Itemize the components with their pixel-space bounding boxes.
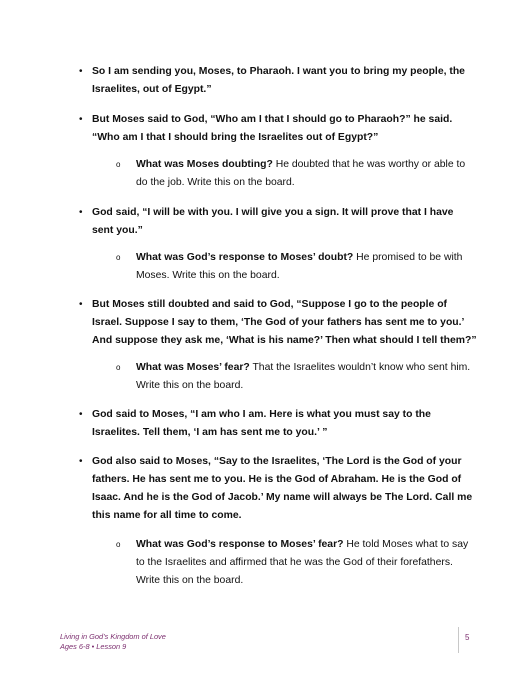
question-text: What was Moses doubting? — [136, 159, 273, 170]
list-item — [92, 204, 477, 240]
item-bold-text: God said, “I will be with you. I will give you a sign. It will prove that I have sent you.” — [92, 207, 454, 236]
sub-bullet: o — [116, 363, 121, 372]
sub-bullet: o — [116, 160, 121, 169]
bullet: • — [79, 456, 83, 467]
bullet: • — [79, 66, 83, 77]
item-bold-text: God said to Moses, “I am who I am. Here is what you must say to the Israelites. Tell them, ‘I am has sent me to you.’ ” — [92, 409, 431, 438]
bullet: • — [79, 409, 83, 420]
question-text: What was Moses’ fear? — [136, 362, 250, 373]
sub-list-item — [136, 249, 478, 285]
footer-title: Living in God’s Kingdom of Love — [60, 632, 166, 641]
list-item — [92, 296, 477, 350]
footer — [60, 632, 166, 652]
sub-list-item — [136, 536, 478, 590]
bullet: • — [79, 207, 83, 218]
sub-list-item — [136, 156, 478, 192]
item-bold-text: So I am sending you, Moses, to Pharaoh. I want you to bring my people, the Israelites, out of Egypt.” — [92, 66, 465, 95]
item-bold-text: But Moses still doubted and said to God, “Suppose I go to the people of Israel. Suppose I say to them, ‘The God of your fathers has sent me to you.’ And suppose they ask me, ‘What is his name?’ Then what should I tell them?” — [92, 299, 477, 346]
bullet: • — [79, 299, 83, 310]
footer-divider — [458, 627, 459, 653]
answer-text: He doubted that he was worthy or able to do the job. Write this on the board. — [136, 159, 466, 188]
answer-text: He promised to be with Moses. Write this on the board. — [136, 252, 463, 281]
footer-subtitle: Ages 6-8 • Lesson 9 — [60, 642, 127, 651]
page-number: 5 — [465, 633, 470, 642]
question-text: What was God’s response to Moses’ doubt? — [136, 252, 354, 263]
question-text: What was God’s response to Moses’ fear? — [136, 539, 344, 550]
item-bold-text: But Moses said to God, “Who am I that I should go to Pharaoh?” he said. “Who am I that I should bring the Israelites out of Egypt?” — [92, 114, 453, 143]
item-bold-text: God also said to Moses, “Say to the Israelites, ‘The Lord is the God of your fathers. He has sent me to you. He is the God of Abraham. He is the God of Isaac. And he is the God of Jacob.’ My name will always be The Lord. Call me this name for all time to come. — [92, 456, 473, 521]
list-item — [92, 111, 477, 147]
sub-bullet: o — [116, 253, 121, 262]
list-item — [92, 406, 477, 442]
answer-text: That the Israelites wouldn’t know who sent him. Write this on the board. — [136, 362, 471, 391]
bullet: • — [79, 114, 83, 125]
list-item — [92, 453, 477, 525]
sub-bullet: o — [116, 540, 121, 549]
sub-list-item — [136, 359, 478, 395]
answer-text: He told Moses what to say to the Israelites and affirmed that he was the God of their forefathers. Write this on the board. — [136, 539, 469, 586]
list-item — [92, 63, 477, 99]
